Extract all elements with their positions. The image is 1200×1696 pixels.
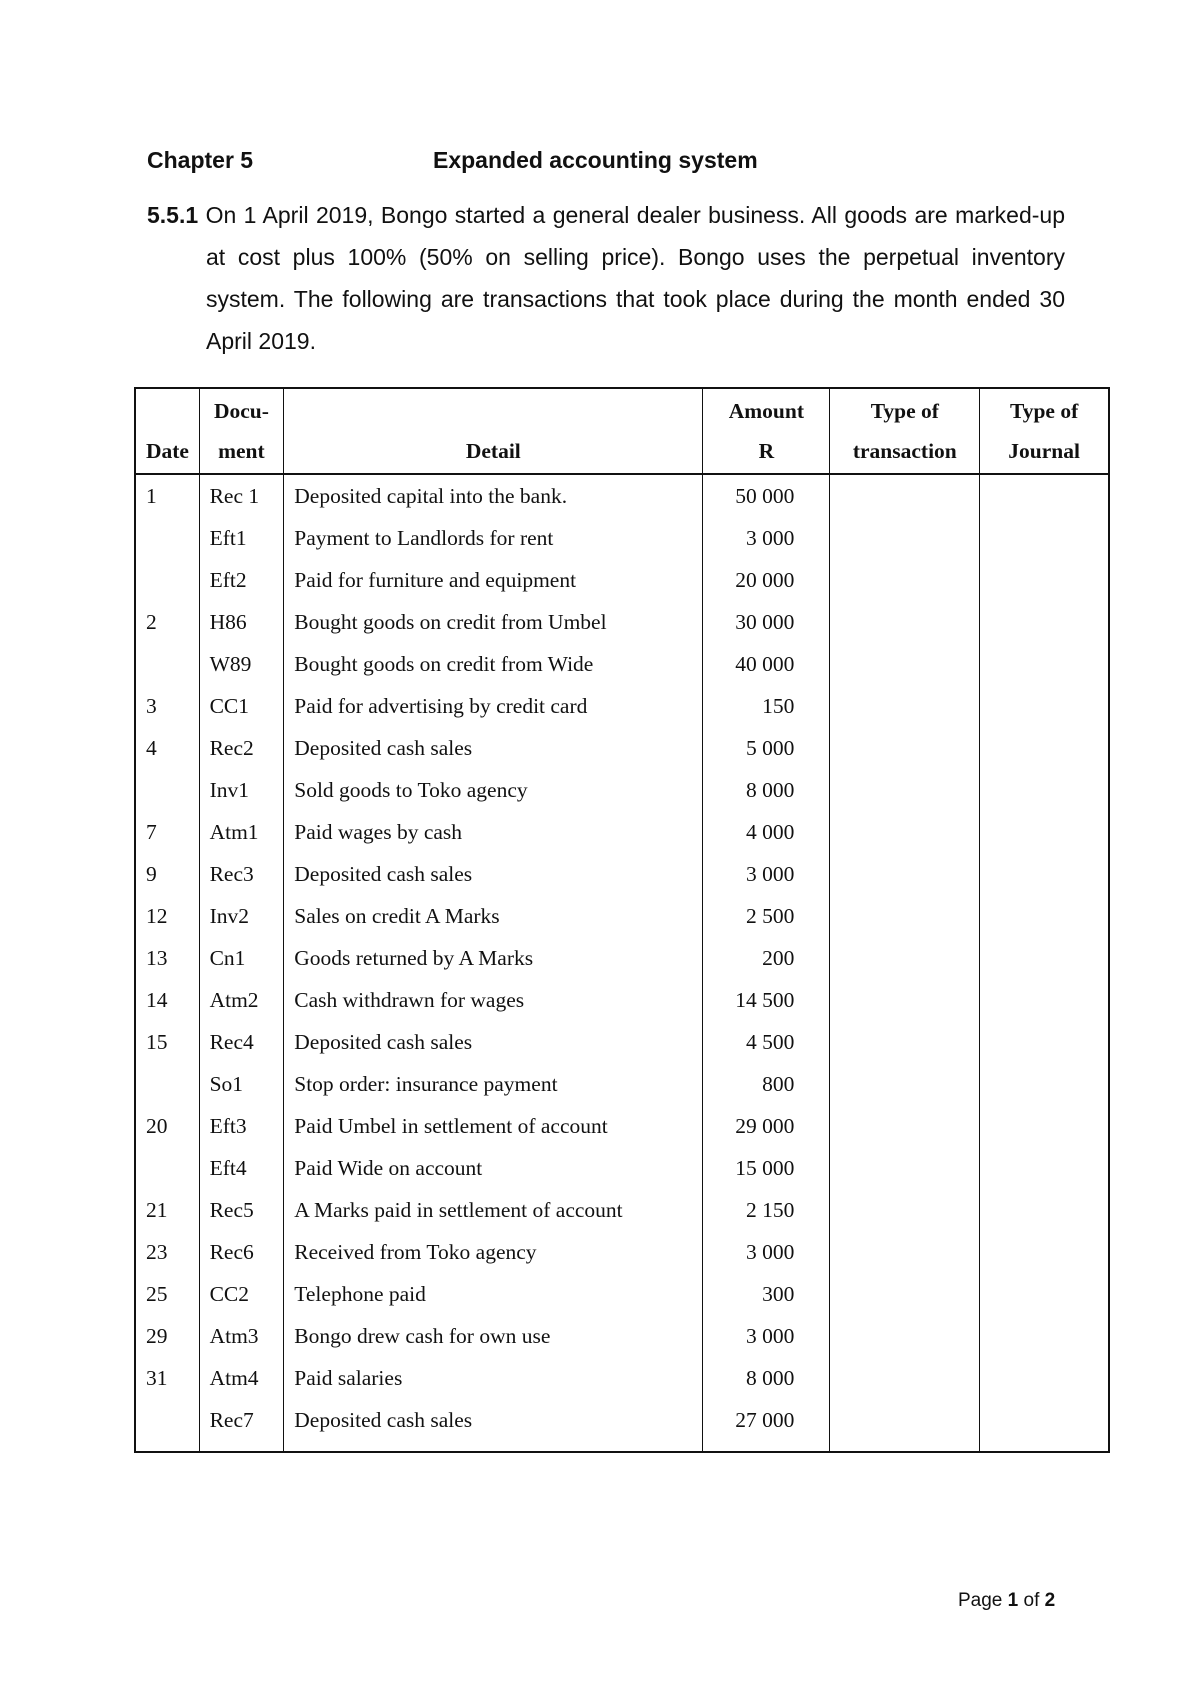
cell-document: Eft1: [199, 517, 284, 559]
cell-document: Rec4: [199, 1021, 284, 1063]
table-header-row: [135, 388, 1109, 474]
header-detail: Detail: [284, 388, 703, 474]
cell-type-of-transaction: [830, 1399, 980, 1452]
header-amount: Amount R: [703, 388, 830, 474]
cell-detail: Deposited cash sales: [284, 1021, 703, 1063]
cell-type-of-journal: [980, 979, 1109, 1021]
cell-date: [135, 643, 199, 685]
cell-type-of-journal: [980, 895, 1109, 937]
cell-type-of-journal: [980, 474, 1109, 517]
cell-document: Atm2: [199, 979, 284, 1021]
cell-document: CC2: [199, 1273, 284, 1315]
cell-detail: Payment to Landlords for rent: [284, 517, 703, 559]
table-row: [135, 1357, 1109, 1399]
cell-document: Rec 1: [199, 474, 284, 517]
footer-page-number: 1: [1007, 1590, 1019, 1611]
cell-document: Rec3: [199, 853, 284, 895]
cell-date: 15: [135, 1021, 199, 1063]
cell-date: 9: [135, 853, 199, 895]
header-type-of-transaction: Type of transaction: [830, 388, 980, 474]
question-text: On 1 April 2019, Bongo started a general dealer business. All goods are marked-up at cost plus 100% (50% on selling price). Bongo uses the perpetual inventory system. The following are transactions that took place during the month ended 30 April 2019.: [205, 202, 1066, 354]
cell-type-of-transaction: [830, 727, 980, 769]
cell-amount: 200: [703, 937, 830, 979]
cell-date: 23: [135, 1231, 199, 1273]
cell-amount: 800: [703, 1063, 830, 1105]
cell-detail: Paid for furniture and equipment: [284, 559, 703, 601]
cell-document: Eft2: [199, 559, 284, 601]
cell-amount: 3 000: [703, 1315, 830, 1357]
table-row: [135, 1021, 1109, 1063]
page-footer: [958, 1590, 1055, 1612]
cell-type-of-journal: [980, 853, 1109, 895]
cell-date: 29: [135, 1315, 199, 1357]
cell-type-of-transaction: [830, 853, 980, 895]
cell-amount: 20 000: [703, 559, 830, 601]
cell-document: Atm3: [199, 1315, 284, 1357]
cell-type-of-journal: [980, 1147, 1109, 1189]
cell-type-of-journal: [980, 559, 1109, 601]
cell-document: Cn1: [199, 937, 284, 979]
cell-document: Rec2: [199, 727, 284, 769]
cell-date: 25: [135, 1273, 199, 1315]
table-row: [135, 727, 1109, 769]
cell-type-of-transaction: [830, 1021, 980, 1063]
table-row: [135, 1147, 1109, 1189]
cell-document: Rec6: [199, 1231, 284, 1273]
cell-amount: 4 000: [703, 811, 830, 853]
header-type-of-journal: Type of Journal: [980, 388, 1109, 474]
cell-document: CC1: [199, 685, 284, 727]
cell-type-of-journal: [980, 1063, 1109, 1105]
cell-document: Atm4: [199, 1357, 284, 1399]
question-paragraph: [147, 194, 1065, 362]
cell-document: Inv1: [199, 769, 284, 811]
cell-document: Atm1: [199, 811, 284, 853]
cell-detail: Deposited cash sales: [284, 727, 703, 769]
cell-date: 31: [135, 1357, 199, 1399]
cell-type-of-transaction: [830, 1063, 980, 1105]
footer-page-total: 2: [1044, 1590, 1056, 1611]
cell-date: 4: [135, 727, 199, 769]
footer-page-word: Page: [958, 1590, 1003, 1611]
cell-date: 3: [135, 685, 199, 727]
header-document: Docu- ment: [199, 388, 284, 474]
cell-type-of-transaction: [830, 643, 980, 685]
cell-detail: A Marks paid in settlement of account: [284, 1189, 703, 1231]
cell-type-of-transaction: [830, 979, 980, 1021]
cell-amount: 8 000: [703, 1357, 830, 1399]
cell-type-of-journal: [980, 1273, 1109, 1315]
cell-document: Eft4: [199, 1147, 284, 1189]
cell-type-of-transaction: [830, 1273, 980, 1315]
cell-type-of-transaction: [830, 937, 980, 979]
cell-amount: 4 500: [703, 1021, 830, 1063]
cell-type-of-journal: [980, 517, 1109, 559]
cell-type-of-transaction: [830, 769, 980, 811]
cell-date: 14: [135, 979, 199, 1021]
cell-detail: Deposited capital into the bank.: [284, 474, 703, 517]
cell-document: Rec5: [199, 1189, 284, 1231]
cell-type-of-transaction: [830, 517, 980, 559]
cell-type-of-transaction: [830, 474, 980, 517]
cell-type-of-journal: [980, 601, 1109, 643]
cell-date: 7: [135, 811, 199, 853]
cell-type-of-transaction: [830, 1105, 980, 1147]
cell-amount: 3 000: [703, 1231, 830, 1273]
cell-type-of-journal: [980, 937, 1109, 979]
cell-date: 12: [135, 895, 199, 937]
cell-amount: 14 500: [703, 979, 830, 1021]
cell-detail: Sold goods to Toko agency: [284, 769, 703, 811]
cell-date: 21: [135, 1189, 199, 1231]
cell-detail: Telephone paid: [284, 1273, 703, 1315]
table-row: [135, 1189, 1109, 1231]
cell-type-of-transaction: [830, 1147, 980, 1189]
cell-date: [135, 1063, 199, 1105]
cell-amount: 15 000: [703, 1147, 830, 1189]
cell-date: 2: [135, 601, 199, 643]
cell-detail: Paid for advertising by credit card: [284, 685, 703, 727]
cell-type-of-transaction: [830, 1189, 980, 1231]
table-row: [135, 937, 1109, 979]
cell-document: Rec7: [199, 1399, 284, 1452]
cell-document: So1: [199, 1063, 284, 1105]
table-row: [135, 559, 1109, 601]
table-row: [135, 474, 1109, 517]
cell-type-of-transaction: [830, 685, 980, 727]
table-row: [135, 1399, 1109, 1452]
cell-amount: 27 000: [703, 1399, 830, 1452]
cell-type-of-journal: [980, 1231, 1109, 1273]
header-date: Date: [135, 388, 199, 474]
cell-date: 13: [135, 937, 199, 979]
cell-detail: Paid Umbel in settlement of account: [284, 1105, 703, 1147]
cell-detail: Paid wages by cash: [284, 811, 703, 853]
cell-amount: 2 150: [703, 1189, 830, 1231]
cell-type-of-transaction: [830, 895, 980, 937]
cell-type-of-journal: [980, 1105, 1109, 1147]
table-row: [135, 1273, 1109, 1315]
cell-type-of-journal: [980, 1189, 1109, 1231]
cell-type-of-journal: [980, 685, 1109, 727]
chapter-label: Chapter 5: [147, 147, 254, 173]
cell-amount: 150: [703, 685, 830, 727]
table-row: [135, 769, 1109, 811]
table-row: [135, 853, 1109, 895]
question-number: 5.5.1: [147, 202, 199, 228]
table-row: [135, 1231, 1109, 1273]
cell-amount: 300: [703, 1273, 830, 1315]
table-row: [135, 517, 1109, 559]
cell-detail: Paid salaries: [284, 1357, 703, 1399]
cell-type-of-journal: [980, 1315, 1109, 1357]
cell-amount: 50 000: [703, 474, 830, 517]
cell-type-of-transaction: [830, 1315, 980, 1357]
chapter-title: Expanded accounting system: [433, 147, 758, 173]
cell-type-of-transaction: [830, 559, 980, 601]
table-row: [135, 1063, 1109, 1105]
cell-date: [135, 517, 199, 559]
cell-detail: Cash withdrawn for wages: [284, 979, 703, 1021]
cell-type-of-transaction: [830, 811, 980, 853]
cell-amount: 5 000: [703, 727, 830, 769]
cell-detail: Stop order: insurance payment: [284, 1063, 703, 1105]
cell-type-of-journal: [980, 811, 1109, 853]
cell-date: [135, 1399, 199, 1452]
table-row: [135, 1105, 1109, 1147]
table-row: [135, 1315, 1109, 1357]
cell-type-of-transaction: [830, 1231, 980, 1273]
table-row: [135, 685, 1109, 727]
table-row: [135, 643, 1109, 685]
cell-date: [135, 559, 199, 601]
cell-document: W89: [199, 643, 284, 685]
cell-amount: 2 500: [703, 895, 830, 937]
cell-detail: Bought goods on credit from Umbel: [284, 601, 703, 643]
cell-type-of-transaction: [830, 1357, 980, 1399]
cell-type-of-journal: [980, 769, 1109, 811]
cell-detail: Received from Toko agency: [284, 1231, 703, 1273]
cell-detail: Sales on credit A Marks: [284, 895, 703, 937]
cell-date: [135, 1147, 199, 1189]
cell-type-of-journal: [980, 643, 1109, 685]
cell-amount: 29 000: [703, 1105, 830, 1147]
cell-date: 20: [135, 1105, 199, 1147]
cell-detail: Goods returned by A Marks: [284, 937, 703, 979]
cell-amount: 30 000: [703, 601, 830, 643]
table-row: [135, 601, 1109, 643]
cell-amount: 40 000: [703, 643, 830, 685]
cell-type-of-journal: [980, 1021, 1109, 1063]
cell-amount: 3 000: [703, 517, 830, 559]
cell-detail: Deposited cash sales: [284, 1399, 703, 1452]
cell-detail: Bought goods on credit from Wide: [284, 643, 703, 685]
cell-type-of-journal: [980, 1399, 1109, 1452]
cell-detail: Paid Wide on account: [284, 1147, 703, 1189]
table-row: [135, 895, 1109, 937]
transactions-table: [134, 387, 1110, 1453]
cell-amount: 3 000: [703, 853, 830, 895]
cell-type-of-transaction: [830, 601, 980, 643]
cell-detail: Deposited cash sales: [284, 853, 703, 895]
cell-document: Eft3: [199, 1105, 284, 1147]
cell-type-of-journal: [980, 1357, 1109, 1399]
cell-document: H86: [199, 601, 284, 643]
cell-date: [135, 769, 199, 811]
table-row: [135, 979, 1109, 1021]
cell-amount: 8 000: [703, 769, 830, 811]
cell-document: Inv2: [199, 895, 284, 937]
cell-detail: Bongo drew cash for own use: [284, 1315, 703, 1357]
cell-type-of-journal: [980, 727, 1109, 769]
table-row: [135, 811, 1109, 853]
cell-date: 1: [135, 474, 199, 517]
footer-of-word: of: [1023, 1590, 1040, 1611]
